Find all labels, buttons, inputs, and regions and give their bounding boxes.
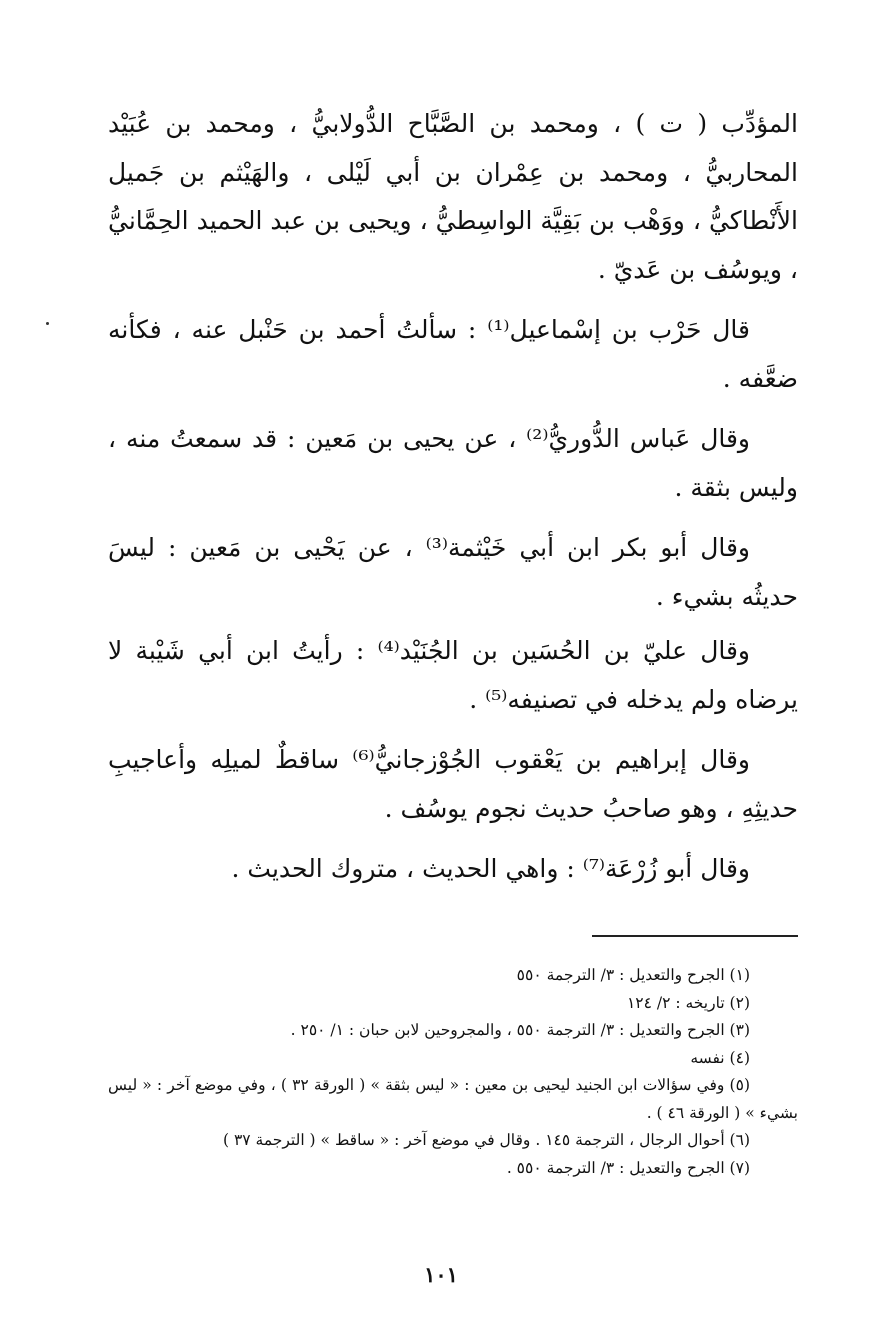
paragraph-abu-bakr: وقال أبو بكر ابن أبي خَيْثمة⁽³⁾ ، عن يَحْيى بن مَعين : ليسَ حديثُه بشيء . [108,533,798,611]
paragraph-ali: وقال عليّ بن الحُسَين بن الجُنَيْد⁽⁴⁾ : رأيتُ ابن أبي شَيْبة لا يرضاه ولم يدخله في تصنيفه⁽⁵⁾ . [108,636,798,714]
paragraph-narrators-list: المؤدِّب ( ت ) ، ومحمد بن الصَّبَّاح الدُّولابيُّ ، ومحمد بن عُبَيْد المحاربيُّ ، ومحمد بن عِمْران بن أبي لَيْلى ، والهَيْثم بن جَميل الأَنْطاكيُّ ، ووَهْب بن بَقِيَّة الواسِطيُّ ، ويحيى بن عبد الحميد الحِمَّانيُّ ، ويوسُف بن عَديّ . [108,109,798,284]
footnote-6: (٦) أحوال الرجال ، الترجمة ١٤٥ . وقال في موضع آخر : « ساقط » ( الترجمة ٣٧ ) [222,1131,750,1149]
footnote-separator [592,935,798,937]
footnote-5: (٥) وفي سؤالات ابن الجنيد ليحيى بن معين : « ليس بثقة » ( الورقة ٣٢ ) ، وفي موضع آخر : « ليس بشيء » ( الورقة ٤٦ ) . [108,1076,798,1122]
stray-mark [46,322,49,325]
paragraph-harb: قال حَرْب بن إسْماعيل⁽¹⁾ : سألتُ أحمد بن حَنْبل عنه ، فكأنه ضعَّفه . [108,315,798,393]
footnote-7: (٧) الجرح والتعديل : ٣/ الترجمة ٥٥٠ . [506,1158,750,1177]
paragraph-ibrahim: وقال إبراهيم بن يَعْقوب الجُوْزجانيُّ⁽⁶⁾ ساقطٌ لميلِه وأعاجيبِ حديثِهِ ، وهو صاحبُ حديث نجوم يوسُف . [108,745,798,823]
main-text [108,100,798,894]
footnotes [108,962,798,1182]
paragraph-abu-zura: وقال أبو زُرْعَة⁽⁷⁾ : واهي الحديث ، متروك الحديث . [231,854,750,883]
footnote-2: (٢) تاريخه : ٢/ ١٢٤ [626,993,750,1012]
footnote-3: (٣) الجرح والتعديل : ٣/ الترجمة ٥٥٠ ، والمجروحين لابن حبان : ١/ ٢٥٠ . [290,1021,750,1039]
footnote-1: (١) الجرح والتعديل : ٣/ الترجمة ٥٥٠ [516,966,750,984]
page-number: ١٠١ [424,1262,458,1287]
paragraph-abbas: وقال عَباس الدُّوريُّ⁽²⁾ ، عن يحيى بن مَعين : قد سمعتُ منه ، وليس بثقة . [108,424,798,502]
footnote-4: (٤) نفسه [690,1048,750,1067]
